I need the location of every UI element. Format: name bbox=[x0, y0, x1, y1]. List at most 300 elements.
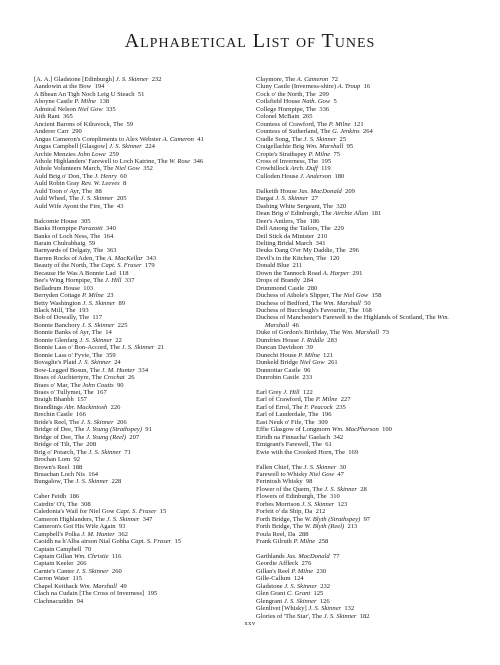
tune-composer: G. Jenkins bbox=[332, 128, 360, 136]
tune-composer: Abr. Mackintosh bbox=[64, 403, 108, 411]
tune-composer: Niel Gow bbox=[77, 105, 103, 113]
tune-title: Carnie's Canter bbox=[34, 567, 76, 575]
tune-page-number: 116 bbox=[111, 552, 122, 560]
tune-composer: Wm. MacPherson bbox=[331, 426, 379, 434]
tune-title: Dunkeld Bridge bbox=[256, 359, 300, 367]
tune-page-number: 194 bbox=[94, 83, 105, 91]
tune-title: Duke of Gordon's Birthday, The bbox=[256, 329, 342, 337]
tune-entry bbox=[256, 210, 484, 217]
tune-page-number: 308 bbox=[80, 500, 91, 508]
tune-page-number: 260 bbox=[111, 567, 122, 575]
tune-page-number: 97 bbox=[363, 515, 371, 523]
tune-entry bbox=[256, 285, 484, 292]
tune-composer: Niel Gow bbox=[309, 470, 335, 478]
tune-entry bbox=[34, 322, 262, 329]
tune-entry bbox=[34, 471, 262, 478]
tune-composer: J. S. Skinner bbox=[82, 299, 116, 307]
tune-page-number: 49 bbox=[120, 582, 127, 590]
tune-title: Duchess of Manchester's Farewell to the Highlands of Scotland, The bbox=[256, 314, 438, 322]
tune-entry bbox=[34, 218, 262, 225]
tune-page-number: 193 bbox=[78, 307, 89, 315]
tune-composer: P. Milne bbox=[293, 538, 316, 546]
tune-title: Brechin Castle bbox=[34, 411, 73, 419]
tune-title: Dell Among the Tailors, The bbox=[256, 225, 331, 233]
tune-page-number: 309 bbox=[317, 418, 328, 426]
tune-title: Aith Rant bbox=[34, 113, 60, 121]
tune-page-number: 195 bbox=[321, 157, 332, 165]
tune-title: Barain Chulrabhaig bbox=[34, 239, 86, 247]
tune-page-number: 320 bbox=[336, 202, 347, 210]
tune-composer: W. Blyth (Strathspey) bbox=[304, 515, 361, 523]
tune-entry bbox=[34, 508, 262, 515]
tune-entry bbox=[256, 307, 484, 314]
tune-page-number: 157 bbox=[77, 396, 87, 404]
tune-composer: J. Young (Strathspey) bbox=[86, 426, 143, 434]
tune-composer: J. Riddle bbox=[300, 336, 325, 344]
tune-entry bbox=[256, 165, 484, 172]
tune-title: Bridge of Tilt, The bbox=[34, 441, 83, 449]
tune-composer: J. S. Skinner bbox=[115, 76, 149, 83]
tune-entry bbox=[256, 486, 484, 493]
tune-page-number: 47 bbox=[337, 470, 344, 478]
tune-entry bbox=[256, 106, 484, 113]
tune-page-number: 158 bbox=[371, 292, 382, 300]
tune-page-number: 352 bbox=[143, 165, 153, 173]
tune-entry bbox=[256, 247, 484, 254]
tune-entry bbox=[256, 531, 484, 538]
tune-title: Dunnottar Castle bbox=[256, 366, 301, 374]
tune-composer: P. Milne bbox=[291, 567, 314, 575]
tune-page-number: 103 bbox=[83, 284, 94, 292]
tune-title: Drops of Brandy bbox=[256, 277, 301, 285]
tune-page-number: 90 bbox=[117, 381, 124, 389]
tune-entry bbox=[256, 203, 484, 210]
tune-title: Captain Gillan bbox=[34, 552, 75, 560]
tune-title: Chapel Keithack bbox=[34, 582, 80, 590]
tune-entry bbox=[256, 553, 484, 560]
tune-title: Earl Grey bbox=[256, 389, 284, 396]
tune-entry bbox=[256, 277, 484, 284]
tune-page-number: 180 bbox=[334, 172, 345, 180]
tune-title: Braes of Auchtertyre, The bbox=[34, 374, 104, 382]
tune-page-number: 39 bbox=[306, 344, 313, 352]
tune-title: Balcomie House bbox=[34, 217, 78, 225]
tune-title: Fallen Chief, The bbox=[256, 463, 304, 471]
tune-page-number: 265 bbox=[302, 113, 313, 121]
tune-page-number: 227 bbox=[340, 396, 351, 404]
tune-entry bbox=[34, 434, 262, 441]
tune-entry bbox=[256, 367, 484, 374]
tune-title: Down the Tannoch Road bbox=[256, 269, 323, 277]
tune-page-number: 30 bbox=[339, 463, 347, 471]
tune-title: Forfeit o' da Ship, Da bbox=[256, 508, 313, 516]
tune-title: East Neuk o' Fife, The bbox=[256, 418, 315, 426]
tune-page-number: 51 bbox=[137, 90, 145, 98]
tune-entry bbox=[256, 538, 484, 545]
tune-page-number: 14 bbox=[105, 329, 112, 337]
tune-composer: John Lowe bbox=[77, 150, 106, 158]
tune-title: Anderer Carr bbox=[34, 128, 69, 136]
tune-title: Delting Bridal March bbox=[256, 239, 313, 247]
tune-title: Bride's Reel, The bbox=[34, 418, 81, 426]
tune-page-number: 233 bbox=[302, 374, 313, 382]
tune-page-number: 305 bbox=[80, 217, 91, 225]
tune-composer: J. S. Skinner bbox=[109, 143, 142, 151]
tune-page-number: 121 bbox=[323, 351, 333, 359]
tune-entry bbox=[34, 538, 262, 545]
tune-entry bbox=[34, 233, 262, 240]
tune-composer: W. Blyth (Reel) bbox=[304, 523, 345, 531]
tune-composer: A. Harper bbox=[322, 269, 350, 277]
tune-title: Angus Campbell [Glasgow] bbox=[34, 143, 110, 151]
tune-entry bbox=[34, 151, 262, 158]
tune-page-number: 259 bbox=[109, 150, 119, 158]
tune-entry bbox=[34, 300, 262, 307]
tune-title: Cradle Song, The bbox=[256, 135, 304, 143]
tune-entry bbox=[34, 568, 262, 575]
tune-title: Dunrobin Castle bbox=[256, 374, 300, 382]
tune-composer: J. S. Skinner bbox=[308, 605, 342, 613]
tune-entry bbox=[34, 374, 262, 381]
tune-entry bbox=[256, 300, 484, 307]
tune-page-number: 25 bbox=[339, 135, 347, 143]
tune-title: Brochan Lom bbox=[34, 456, 71, 464]
tune-page-number: 122 bbox=[302, 389, 313, 396]
tune-page-number: 23 bbox=[106, 292, 114, 300]
tune-title: Cross of Inverness, The bbox=[256, 157, 319, 165]
tune-title: Auld Brig o' Don, The bbox=[34, 172, 95, 180]
tune-title: Dunecht House bbox=[256, 351, 299, 359]
page-number: xxv bbox=[244, 620, 256, 627]
tune-entry bbox=[256, 83, 484, 90]
tune-page-number: 296 bbox=[349, 247, 359, 255]
tune-title: Barnyards of Delgaty, The bbox=[34, 247, 104, 255]
tune-title: Foula Reel, Da bbox=[256, 530, 296, 538]
tune-page-number: 94 bbox=[76, 597, 84, 605]
tune-composer: Jas. MacDonald bbox=[286, 552, 330, 560]
tune-entry bbox=[34, 255, 262, 262]
tune-title: Athole Highlanders' Farewell to Loch Katrine, The bbox=[34, 157, 170, 165]
tune-entry bbox=[34, 464, 262, 471]
tune-title: Countess of Sutherland, The bbox=[256, 128, 333, 136]
tune-title: Duncan Davidson bbox=[256, 344, 304, 352]
tune-title: Colonel McBain bbox=[256, 113, 300, 121]
tune-page-number: 232 bbox=[320, 582, 331, 590]
tune-entry bbox=[34, 553, 262, 560]
tune-composer: J. Young (Reel) bbox=[86, 433, 127, 441]
tune-composer: Nath. Gow bbox=[301, 98, 331, 106]
tune-title: Archie Menzies bbox=[34, 150, 78, 158]
tune-page-number: 205 bbox=[116, 195, 127, 203]
tune-title: Flowers of Edinburgh, The bbox=[256, 493, 327, 501]
tune-title: A Bhean An Tigh Noch Leig U Steach bbox=[34, 90, 135, 98]
tune-title: Caledonia's Wail for Niel Gow bbox=[34, 508, 117, 516]
tune-title: Bridge of Dee, The bbox=[34, 433, 87, 441]
tune-title: Bridge of Dee, The bbox=[34, 426, 87, 434]
tune-composer: J. S. Skinner bbox=[303, 463, 337, 471]
tune-entry bbox=[256, 158, 484, 165]
tune-title: Carron Water bbox=[34, 575, 70, 583]
tune-composer: John Coutts bbox=[82, 381, 114, 389]
tune-composer: J. Hill bbox=[105, 277, 122, 285]
tune-title: Bow-Legged Bosun, The bbox=[34, 366, 102, 374]
tune-entry bbox=[256, 128, 484, 135]
tune-entry bbox=[256, 121, 484, 128]
tune-page-number: 92 bbox=[73, 456, 81, 464]
tune-composer: J. Hill bbox=[283, 389, 300, 396]
tune-page-number: 280 bbox=[307, 284, 318, 292]
tune-page-number: 276 bbox=[301, 560, 312, 568]
tune-title: Duchess of Bedford, The bbox=[256, 299, 324, 307]
tune-composer: J. S. Skinner bbox=[324, 485, 357, 493]
tune-page-number: 41 bbox=[197, 135, 204, 143]
tune-title: Black Mill, The bbox=[34, 307, 76, 315]
tune-title: Drummond Castle bbox=[256, 284, 305, 292]
tune-entry bbox=[256, 419, 484, 426]
tune-composer: Wm. Marshall bbox=[341, 329, 380, 337]
tune-entry bbox=[256, 568, 484, 575]
tune-composer: J. S. Skinner bbox=[106, 515, 140, 523]
tune-composer: J. S. Skinner bbox=[303, 135, 337, 143]
tune-composer: A. Cameron bbox=[162, 135, 194, 143]
tune-page-number: 359 bbox=[105, 351, 116, 359]
tune-entry bbox=[34, 456, 262, 463]
tune-page-number: 121 bbox=[353, 120, 364, 128]
tune-page-number: 264 bbox=[363, 128, 373, 136]
tune-page-number: 288 bbox=[298, 530, 309, 538]
tune-page-number: 310 bbox=[329, 493, 340, 501]
tune-page-number: 164 bbox=[88, 471, 99, 478]
tune-entry bbox=[34, 329, 262, 336]
tune-page-number: 181 bbox=[371, 210, 382, 218]
tune-title: Admiral Nelson bbox=[34, 105, 78, 113]
tune-page-number: 290 bbox=[72, 128, 82, 136]
tune-title: Cairdin' O't, The bbox=[34, 500, 78, 508]
tune-page-number: 15 bbox=[159, 508, 167, 516]
tune-composer: J. S. Skinner bbox=[275, 195, 309, 203]
tune-title: Glories of 'The Star', The bbox=[256, 612, 324, 620]
tune-title: Because He Was A Bonnie Lad bbox=[34, 269, 116, 277]
tune-title: Barren Rocks of Aden, The bbox=[34, 254, 108, 262]
tune-entry bbox=[256, 501, 484, 508]
tune-title: Earl of Crawford, The bbox=[256, 396, 316, 404]
tune-entry bbox=[34, 262, 262, 269]
tune-title: Flower of the Quern, The bbox=[256, 485, 325, 493]
tune-title: Cropie's Strathspey bbox=[256, 150, 309, 158]
tune-page-number: 230 bbox=[316, 567, 327, 575]
tune-entry bbox=[34, 83, 262, 90]
tune-title: Forth Bridge, The bbox=[256, 523, 305, 531]
tune-composer: P. Milne bbox=[82, 292, 104, 300]
tune-title: Claymore, The bbox=[256, 76, 297, 83]
tune-page-number: 334 bbox=[138, 366, 149, 374]
tune-page-number: 363 bbox=[106, 247, 117, 255]
tune-title: Duchess of Athole's Slipper, The bbox=[256, 292, 344, 300]
tune-title: Donald Blue bbox=[256, 262, 290, 270]
tune-entry bbox=[256, 374, 484, 381]
tune-entry bbox=[256, 590, 484, 597]
tune-page-number: 115 bbox=[72, 575, 83, 583]
tune-composer: P. Milne bbox=[308, 150, 331, 158]
tune-title: Dumfries House bbox=[256, 336, 301, 344]
tune-entry bbox=[256, 508, 484, 515]
tune-composer: Niel Gow bbox=[299, 359, 325, 367]
tune-title: Bonnie Lass o' Fyvie, The bbox=[34, 351, 103, 359]
tune-page-number: 22 bbox=[115, 336, 122, 344]
tune-page-number: 365 bbox=[62, 113, 73, 121]
tune-entry bbox=[34, 590, 262, 597]
tune-composer: J. M. Hunter bbox=[81, 530, 115, 538]
tune-title: Cluny Castle (Inverness-shire) bbox=[256, 83, 338, 91]
tune-composer: P. Milne bbox=[328, 120, 351, 128]
tune-entry bbox=[34, 583, 262, 590]
tune-composer: Wm. Marshall bbox=[305, 143, 344, 151]
tune-page-number: 196 bbox=[321, 411, 332, 419]
tune-page-number: 166 bbox=[76, 411, 86, 419]
tune-page-number: 213 bbox=[347, 523, 358, 531]
tune-page-number: 182 bbox=[359, 612, 370, 620]
tune-composer: J. S. Skinner bbox=[80, 418, 114, 426]
tune-entry bbox=[256, 136, 484, 143]
tune-page-number: 15 bbox=[174, 538, 182, 546]
tune-title: Garthlands bbox=[256, 552, 287, 560]
tune-entry bbox=[34, 173, 262, 180]
tune-entry bbox=[256, 270, 484, 277]
tune-entry bbox=[256, 240, 484, 247]
tune-composer: Airchie Allan bbox=[333, 210, 369, 218]
tune-title: Gillan's Reel bbox=[256, 567, 292, 575]
tune-composer: J. S. Skinner bbox=[75, 567, 109, 575]
tune-page-number: 211 bbox=[292, 262, 303, 270]
tune-entry bbox=[34, 240, 262, 247]
tune-title: Forth Bridge, The bbox=[256, 515, 305, 523]
tune-page-number: 60 bbox=[120, 172, 127, 180]
tune-composer: J. S. Skinner bbox=[323, 612, 357, 620]
tune-entry bbox=[34, 367, 262, 374]
tune-page-number: 228 bbox=[111, 478, 122, 486]
tune-title: Bonnie Banchory bbox=[34, 321, 82, 329]
tune-entry bbox=[256, 195, 484, 202]
tune-page-number: 337 bbox=[124, 277, 135, 285]
tune-entry bbox=[34, 292, 262, 299]
tune-page-number: 28 bbox=[360, 485, 367, 493]
tune-page-number: 335 bbox=[105, 105, 116, 113]
tune-page-number: 43 bbox=[116, 202, 124, 210]
tune-page-number: 118 bbox=[119, 269, 129, 277]
tune-page-number: 224 bbox=[145, 143, 155, 151]
tune-entry bbox=[34, 426, 262, 433]
tune-page-number: 336 bbox=[319, 105, 330, 113]
tune-entry bbox=[34, 128, 262, 135]
tune-page-number: 210 bbox=[317, 232, 328, 240]
tune-composer: J. S. Skinner bbox=[283, 597, 317, 605]
tune-page-number: 59 bbox=[88, 239, 96, 247]
tune-entry bbox=[256, 233, 484, 240]
tune-page-number: 283 bbox=[327, 336, 338, 344]
tune-entry bbox=[34, 352, 262, 359]
tune-title: Crowhillock bbox=[256, 165, 291, 173]
tune-entry bbox=[256, 523, 484, 530]
tune-title: Dean Brig o' Edinburgh, The bbox=[256, 210, 334, 218]
tune-composer: J. S. Skinner bbox=[78, 359, 111, 367]
tune-entry bbox=[256, 98, 484, 105]
tune-entry bbox=[256, 314, 484, 329]
tune-title: Auld Toon o' Ayr, The bbox=[34, 187, 92, 195]
tune-page-number: 8 bbox=[122, 180, 127, 188]
tune-composer: W. Rose bbox=[169, 157, 191, 165]
tune-entry bbox=[256, 389, 484, 396]
tune-page-number: 346 bbox=[193, 157, 204, 165]
tune-page-number: 226 bbox=[110, 403, 121, 411]
tune-composer: P. Milne bbox=[298, 351, 320, 359]
tune-title: Brandlings bbox=[34, 403, 65, 411]
tune-title: Cock o' the North, The bbox=[256, 90, 316, 98]
tune-title: Deuks Dang O'er My Daddie, The bbox=[256, 247, 346, 255]
tune-entry bbox=[256, 359, 484, 366]
tune-entry bbox=[256, 344, 484, 351]
tune-composer: Arch. Duff bbox=[290, 165, 318, 173]
tune-page-number: 209 bbox=[345, 187, 355, 195]
tune-page-number: 212 bbox=[315, 508, 326, 516]
tune-page-number: 98 bbox=[305, 478, 313, 486]
tune-title: Ancient Barons of Kilravock, The bbox=[34, 120, 124, 128]
tune-composer: Niel Gow bbox=[343, 292, 369, 300]
tune-entry bbox=[34, 575, 262, 582]
tune-page-number: 16 bbox=[363, 83, 371, 91]
tune-composer: Jas. MacDonald bbox=[298, 187, 342, 195]
tune-page-number: 61 bbox=[325, 441, 332, 449]
tune-title: [A. A.] Gladstone [Edinburgh] bbox=[34, 76, 116, 83]
tune-title: Clachnacuddin bbox=[34, 597, 74, 605]
tune-title: Brown's Reel bbox=[34, 463, 70, 471]
tune-entry bbox=[34, 531, 262, 538]
tune-page-number: 5 bbox=[333, 98, 337, 106]
tune-page-number: 340 bbox=[106, 225, 116, 233]
tune-composer: J. Anderson bbox=[300, 172, 332, 180]
tune-entry bbox=[34, 158, 262, 165]
tune-title: Auld Wheel, The bbox=[34, 195, 81, 203]
tune-page-number: 72 bbox=[331, 76, 339, 83]
tune-page-number: 75 bbox=[333, 150, 340, 158]
tune-entry bbox=[256, 575, 484, 582]
tune-page-number: 258 bbox=[318, 538, 329, 546]
tune-page-number: 132 bbox=[344, 605, 355, 613]
tune-title: Dashing White Sergeant, The bbox=[256, 202, 334, 210]
tune-title: Geordie Affleck bbox=[256, 560, 299, 568]
tune-title: Campbell's Polka bbox=[34, 530, 82, 538]
tune-title: Caoidh na h'Alba airson Nial Gobha bbox=[34, 538, 131, 546]
tune-title: Bonnie Lass o' Bon-Accord, The bbox=[34, 344, 122, 352]
tune-entry bbox=[34, 382, 262, 389]
tune-page-number: 119 bbox=[321, 165, 331, 173]
tune-entry bbox=[34, 344, 262, 351]
tune-page-number: 179 bbox=[144, 262, 155, 270]
tune-entry bbox=[34, 493, 262, 500]
tune-title: Glenlivet [Whisky] bbox=[256, 605, 309, 613]
tune-composer: Wm. Marshall bbox=[79, 582, 117, 590]
tune-title: Glen Grant bbox=[256, 590, 287, 598]
tune-entry bbox=[34, 113, 262, 120]
tune-title: Bovaglie's Plaid bbox=[34, 359, 79, 367]
tune-title: Angus Cameron's Compliments to Alex Webster bbox=[34, 135, 163, 143]
tune-entry bbox=[34, 225, 262, 232]
tune-title: Earl of Errol, The bbox=[256, 403, 305, 411]
tune-title: Forbes Morrison bbox=[256, 500, 302, 508]
tune-entry bbox=[34, 501, 262, 508]
tune-entry bbox=[256, 337, 484, 344]
tune-title: Captain Keeler bbox=[34, 560, 74, 568]
tune-page-number: 169 bbox=[348, 448, 359, 456]
